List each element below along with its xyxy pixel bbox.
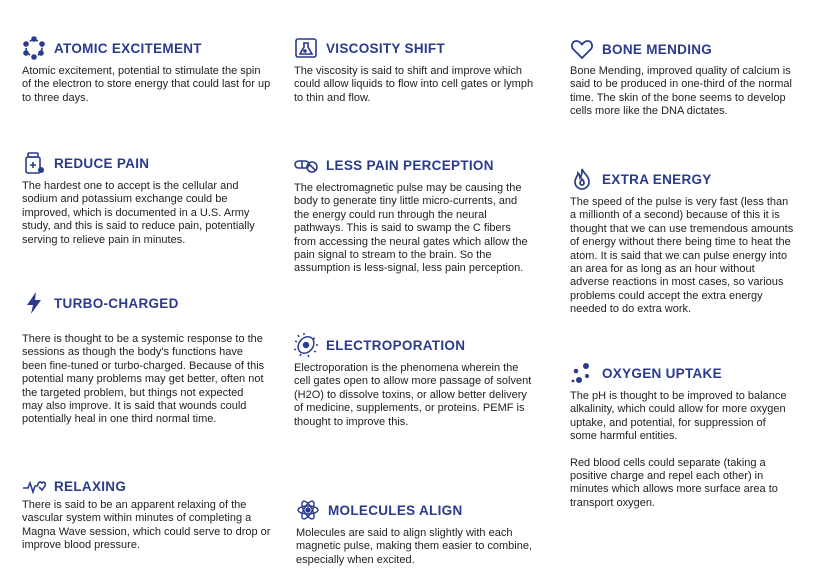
- feature-title: MOLECULES ALIGN: [328, 502, 463, 518]
- feature-body: Electroporation is the phenomena wherein the cell gates open to allow more passage of solvent (H2O) to dissolve toxins, or allow better delivery of medicine, supplements, or proteins. PEMF is thought to improve this.: [294, 362, 532, 428]
- feature-body: Molecules are said to align slightly with each magnetic pulse, making them easier to combine, especially when excited.: [296, 527, 533, 566]
- feature-body: The speed of the pulse is very fast (less than a millionth of a second) because of this it is thought that we can use tremendous amounts of energy without there being time to heat the atom. It is said that we can pulse energy into an area for as long as an hour without adverse reactions in most cases, so various problems could accept the extra energy needed to do extra work.: [570, 196, 794, 316]
- beaker-icon: [294, 36, 318, 60]
- feature-reduce-pain: [22, 150, 272, 247]
- feature-title: ELECTROPORATION: [326, 337, 466, 353]
- feature-body: The electromagnetic pulse may be causing the body to generate tiny little micro-currents, and the energy could run through the neural pathways. This is said to swamp the C fibers from accessing the neural gates which allow the pain signal to stream to the brain. So the assumption is less-signal, less pain perception.: [294, 182, 528, 275]
- feature-body: Bone Mending, improved quality of calcium is said to be produced in one-third of the normal time. The skin of the bone seems to develop cells more like the DNA dictates.: [570, 65, 792, 118]
- flame-icon: [570, 167, 594, 191]
- bubbles-icon: [570, 361, 594, 385]
- pills-icon: [294, 153, 318, 177]
- feature-viscosity-shift: [294, 35, 534, 105]
- feature-relaxing: [22, 473, 272, 553]
- feature-title: ATOMIC EXCITEMENT: [54, 40, 202, 56]
- atom-icon: [296, 498, 320, 522]
- feature-extra-energy: [570, 166, 795, 317]
- feature-title: REDUCE PAIN: [54, 155, 150, 171]
- feature-turbo-charged: [22, 290, 267, 427]
- feature-molecules-align: [296, 497, 546, 567]
- feature-atomic-excitement: [22, 35, 272, 105]
- feature-title: EXTRA ENERGY: [602, 171, 712, 187]
- feature-electroporation: [294, 332, 534, 429]
- feature-body: The pH is thought to be improved to balance alkalinity, which could allow for more oxygen uptake, and potential, for suppression of some harmful entities.: [570, 390, 787, 443]
- feature-title: BONE MENDING: [602, 41, 713, 57]
- feature-title: TURBO-CHARGED: [54, 295, 179, 311]
- feature-less-pain-perception: [294, 152, 534, 276]
- lightning-icon: [22, 291, 46, 315]
- heartbeat-icon: [22, 474, 46, 498]
- feature-title: OXYGEN UPTAKE: [602, 365, 722, 381]
- feature-body: The viscosity is said to shift and improve which could allow liquids to flow into cell gates or lymph to thin and flow.: [294, 65, 534, 104]
- feature-body: There is thought to be a systemic response to the sessions as though the body's functions have been fine-tuned or turbo-charged. Because of this potential many problems may get better, often not the targeted problem, but things not expected may also improve. It is said that wounds could potentially heal in one third normal time.: [22, 333, 265, 426]
- feature-body: The hardest one to accept is the cellular and sodium and potassium exchange could be improved, which is documented in a U.S. Army study, and this is said to reduce pain, potentially serving to relieve pain in minutes.: [22, 180, 255, 246]
- heart-icon: [570, 37, 594, 61]
- cell-icon: [294, 333, 318, 357]
- feature-body-secondary: Red blood cells could separate (taking a positive charge and repel each other) in minutes which allows more surface area to transport oxygen.: [570, 456, 778, 509]
- feature-title: VISCOSITY SHIFT: [326, 40, 446, 56]
- medicine-bottle-icon: [22, 151, 46, 175]
- feature-title: RELAXING: [54, 478, 127, 494]
- feature-title: LESS PAIN PERCEPTION: [326, 157, 494, 173]
- feature-oxygen-uptake: [570, 360, 795, 510]
- feature-bone-mending: [570, 36, 795, 119]
- atom-ring-icon: [22, 36, 46, 60]
- feature-body: There is said to be an apparent relaxing of the vascular system within minutes of completing a Magna Wave session, which could serve to drop or improve blood pressure.: [22, 499, 271, 552]
- feature-body: Atomic excitement, potential to stimulate the spin of the electron to store energy that could last for up to three days.: [22, 65, 271, 104]
